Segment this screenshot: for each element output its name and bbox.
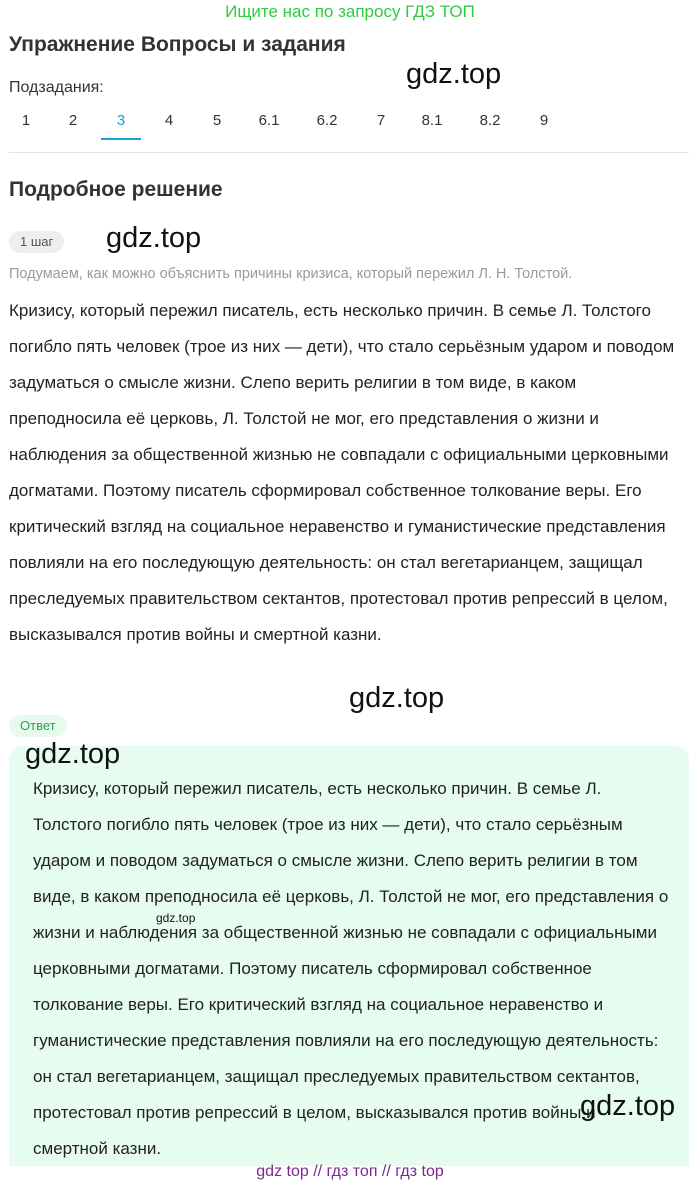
watermark: gdz.top	[580, 1090, 676, 1122]
exercise-title: Упражнение Вопросы и задания	[9, 33, 346, 56]
watermark: gdz.top	[156, 911, 196, 925]
promo-banner[interactable]: Ищите нас по запросу ГДЗ ТОП	[225, 2, 475, 21]
subtask-tab-active[interactable]: 3	[101, 104, 141, 140]
step-hint: Подумаем, как можно объяснить причины кризиса, который пережил Л. Н. Толстой.	[9, 266, 573, 282]
step-text: Кризису, который пережил писатель, есть несколько причин. В семье Л. Толстого погибло пять человек (трое из них — дети), что стало серьёзным ударом и поводом задуматься о смысле жизни. Слепо верить религии в том виде, в каком преподносила её церковь, Л. Толстой не мог, его представления о жизни и наблюдения за общественной жизнью не совпадали с официальными церковными догматами. Поэтому писатель сформировал собственное толкование веры. Его критический взгляд на социальное неравенство и гуманистические представления повлияли на его последующую деятельность: он стал вегетарианцем, защищал преследуемых правительством сектантов, протестовал против репрессий в целом, высказывался против войны и смертной казни.	[9, 301, 675, 644]
subtask-tab[interactable]: 2	[68, 112, 78, 129]
subtask-tab[interactable]: 4	[164, 112, 174, 129]
subtask-tab[interactable]: 5	[212, 112, 222, 129]
section-divider	[9, 152, 689, 153]
subtask-tab[interactable]: 8.1	[421, 112, 443, 129]
answer-text: Кризису, который пережил писатель, есть несколько причин. В семье Л. Толстого погибло пять человек (трое из них — дети), что стало серьёзным ударом и поводом задуматься о смысле жизни. Слепо верить религии в том виде, в каком преподносила её церковь, Л. Толстой не мог, его представления о жизни и наблюдения за общественной жизнью не совпадали с официальными церковными догматами. Поэтому писатель сформировал собственное толкование веры. Его критический взгляд на социальное неравенство и гуманистические представления повлияли на его последующую деятельность: он стал вегетарианцем, защищал преследуемых правительством сектантов, протестовал против репрессий в целом, высказывался против войны и смертной казни.	[33, 779, 669, 1158]
subtask-tab[interactable]: 6.1	[258, 112, 280, 129]
solution-title: Подробное решение	[9, 178, 223, 201]
subtask-tab[interactable]: 6.2	[316, 112, 338, 129]
step-badge: 1 шаг	[9, 231, 64, 253]
answer-badge: Ответ	[9, 715, 67, 737]
subtask-tab[interactable]: 1	[21, 112, 31, 129]
watermark: gdz.top	[349, 682, 445, 714]
subtask-tab[interactable]: 9	[539, 112, 549, 129]
subtask-tab[interactable]: 7	[376, 112, 386, 129]
subtasks-label: Подзадания:	[9, 79, 104, 96]
watermark: gdz.top	[406, 58, 502, 90]
watermark: gdz.top	[25, 738, 121, 770]
watermark: gdz.top	[106, 222, 202, 254]
footer-links[interactable]: gdz top // гдз топ // гдз top	[256, 1163, 444, 1180]
subtask-tab[interactable]: 8.2	[479, 112, 501, 129]
subtask-tabs	[0, 104, 700, 140]
